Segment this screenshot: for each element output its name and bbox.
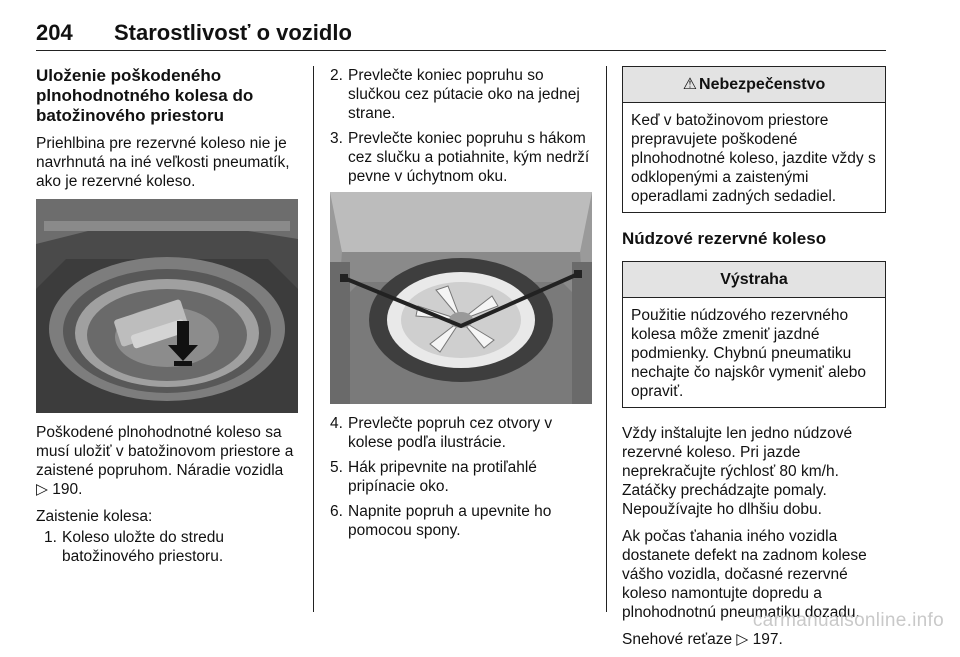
section-heading: Uloženie poškodeného plnohodnotného kolesa do batožinového priestoru bbox=[36, 66, 254, 125]
intro-paragraph: Priehlbina pre rezervné koleso nie je navrhnutá na iné veľkosti pneumatík, ako je rezervné koleso. bbox=[36, 135, 290, 190]
step-text: Napnite popruh a upevnite ho pomocou spony. bbox=[348, 503, 552, 539]
list-item bbox=[330, 414, 592, 452]
step-text: Hák pripevnite na protiľahlé pripínacie oko. bbox=[348, 459, 537, 495]
section-heading: Núdzové rezervné koleso bbox=[622, 229, 827, 248]
paragraph: Vždy inštalujte len jedno núdzové rezervné koleso. Pri jazde neprekračujte rýchlosť 80 km/h. Zatáčky prechádzajte pomaly. Nepoužívajte ho dlhšiu dobu. bbox=[622, 425, 853, 518]
paragraph: Ak počas ťahania iného vozidla dostanete defekt na zadnom kolese vášho vozidla, dočasné rezervné koleso namontujte dopredu a plnohodnotnú pneumatiku dozadu. bbox=[622, 528, 867, 621]
step-number: 6. bbox=[330, 503, 343, 520]
page-reference[interactable]: 197. bbox=[752, 631, 783, 648]
warning-text: Použitie núdzového rezervného kolesa môže zmeniť jazdné podmienky. Chybnú pneumatiku nechajte čo najskôr vymeniť alebo opraviť. bbox=[631, 307, 866, 400]
steps-list bbox=[330, 66, 592, 186]
securing-label: Zaistenie kolesa: bbox=[36, 508, 153, 525]
list-item bbox=[330, 66, 592, 123]
step-text: Koleso uložte do stredu batožinového priestoru. bbox=[62, 529, 224, 565]
strapped-wheel-illustration bbox=[330, 192, 592, 404]
arrow-ref-icon[interactable]: ▷ bbox=[36, 481, 48, 498]
step-text: Prevlečte koniec popruhu s hákom cez slučku a potiahnite, kým nedrží pevne v úchytnom oku. bbox=[348, 130, 590, 185]
caption-text: Poškodené plnohodnotné koleso sa musí uložiť v batožinovom priestore a zaistené popruhom. Náradie vozidla bbox=[36, 424, 294, 479]
danger-title: Nebezpečenstvo bbox=[699, 76, 826, 93]
header-rule bbox=[36, 50, 886, 51]
list-item bbox=[44, 528, 300, 566]
caption-paragraph bbox=[36, 423, 300, 499]
step-text: Prevlečte popruh cez otvory v kolese podľa ilustrácie. bbox=[348, 415, 553, 451]
page-header bbox=[36, 14, 886, 54]
figure-spare-well bbox=[36, 199, 298, 413]
step-text: Prevlečte koniec popruhu so slučkou cez pútacie oko na jednej strane. bbox=[348, 67, 580, 122]
list-item bbox=[330, 502, 592, 540]
watermark: carmanualsonline.info bbox=[752, 610, 944, 631]
page-title: Starostlivosť o vozidlo bbox=[114, 20, 352, 45]
step-number: 1. bbox=[44, 529, 57, 546]
list-item bbox=[330, 458, 592, 496]
step-number: 4. bbox=[330, 415, 343, 432]
arrow-ref-icon[interactable]: ▷ bbox=[736, 631, 749, 648]
chains-reference bbox=[622, 630, 886, 649]
danger-header bbox=[623, 67, 885, 103]
page-number: 204 bbox=[36, 20, 73, 45]
column-2 bbox=[330, 66, 592, 546]
warning-triangle-icon: ⚠ bbox=[682, 76, 698, 93]
step-number: 5. bbox=[330, 459, 343, 476]
warning-box bbox=[622, 261, 886, 408]
danger-box bbox=[622, 66, 886, 213]
column-divider bbox=[313, 66, 314, 612]
steps-list bbox=[330, 414, 592, 540]
chains-text: Snehové reťaze bbox=[622, 631, 733, 648]
danger-text: Keď v batožinovom priestore prepravujete poškodené plnohodnotné koleso, jazdite vždy s odklopenými a zaistenými operadlami zadných sedadiel. bbox=[631, 112, 876, 205]
list-item bbox=[330, 129, 592, 186]
step-number: 3. bbox=[330, 130, 343, 147]
warning-title: Výstraha bbox=[623, 262, 885, 298]
column-3 bbox=[622, 66, 886, 657]
figure-strapped-wheel bbox=[330, 192, 592, 404]
page-reference[interactable]: 190. bbox=[52, 481, 83, 498]
steps-list bbox=[36, 528, 300, 566]
column-divider bbox=[606, 66, 607, 612]
step-number: 2. bbox=[330, 67, 343, 84]
column-1 bbox=[36, 66, 300, 572]
spare-well-illustration bbox=[36, 199, 298, 413]
